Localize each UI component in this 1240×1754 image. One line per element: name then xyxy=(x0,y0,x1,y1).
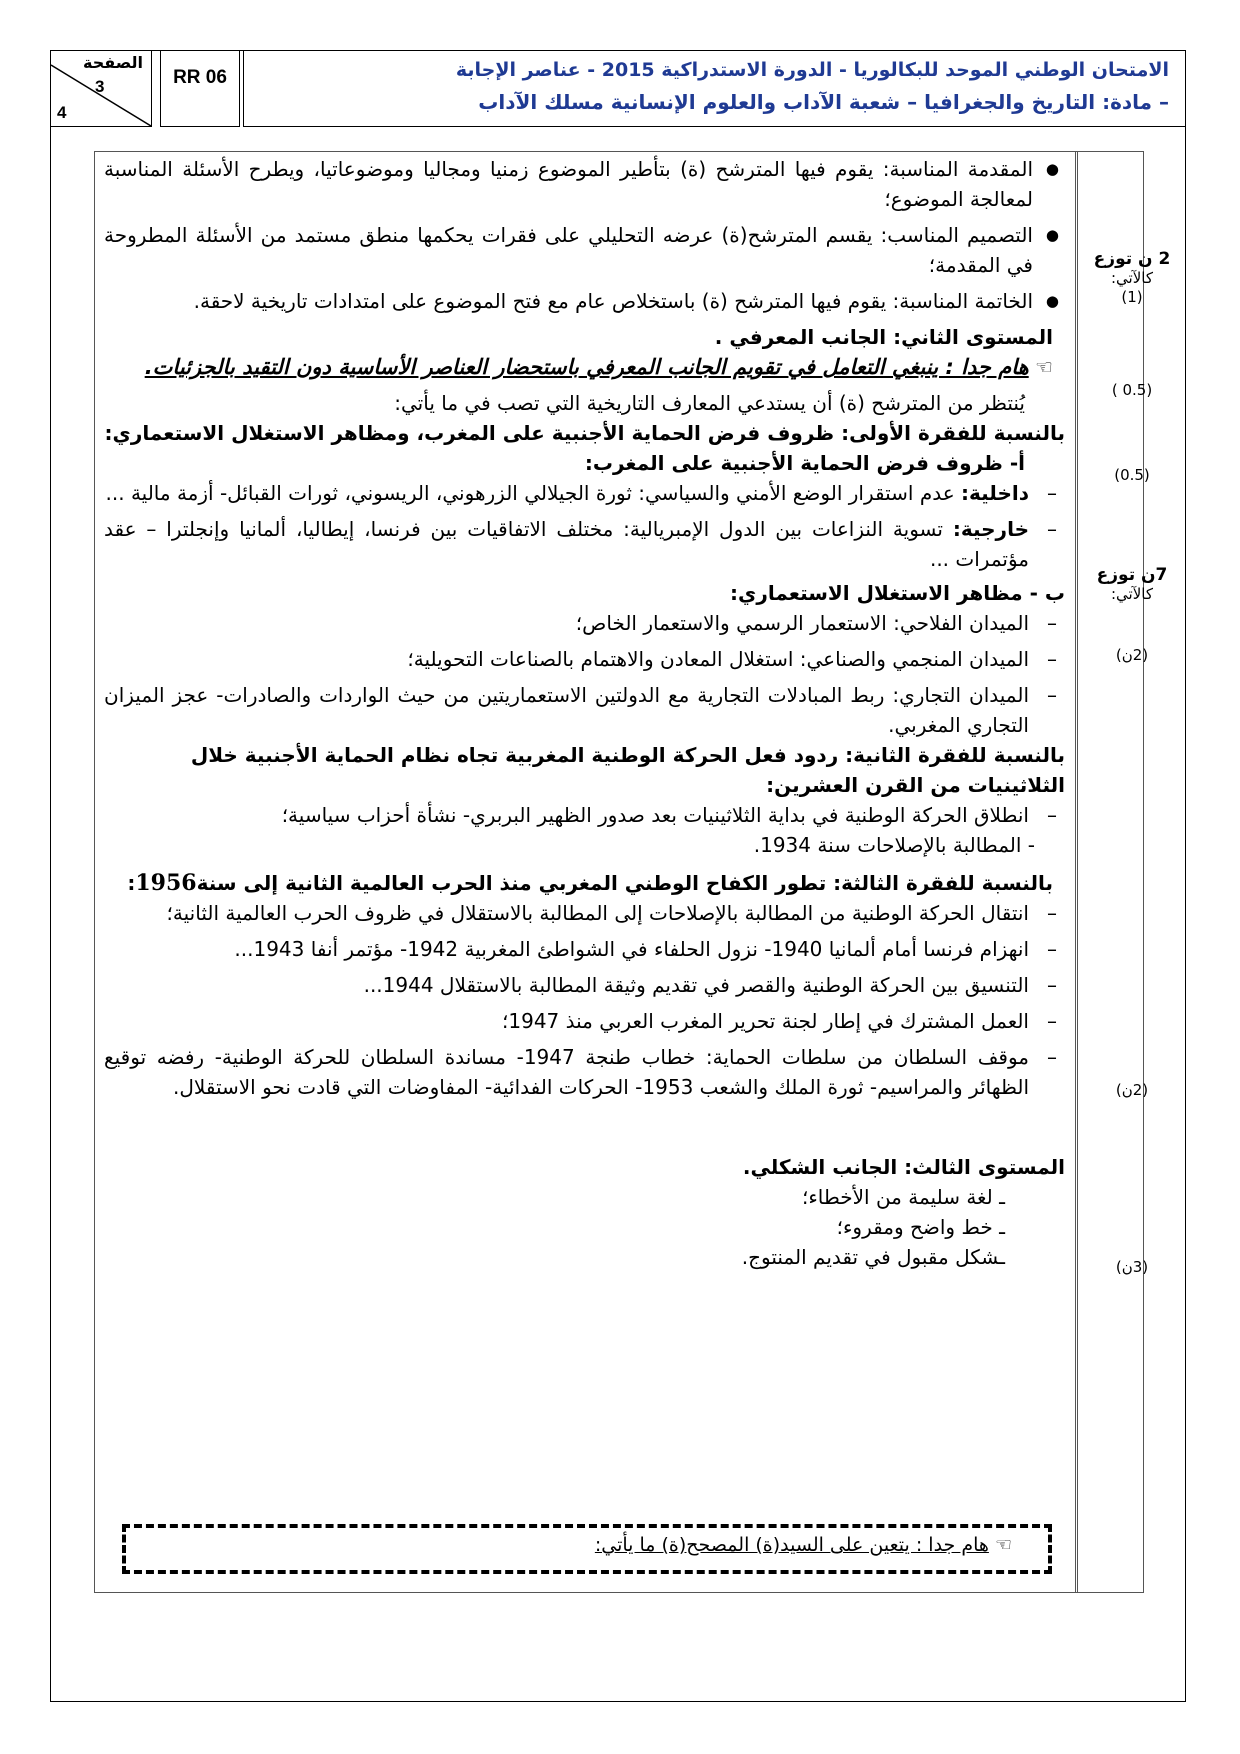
paragraph3-title xyxy=(104,868,1065,898)
margin-note-0-5-b: (0.5) xyxy=(1114,466,1150,484)
page-number-box xyxy=(50,50,152,127)
paragraph2-title: بالنسبة للفقرة الثانية: ردود فعل الحركة الوطنية المغربية تجاه نظام الحماية الأجنبية خلال الثلاثينيات من القرن العشرين: xyxy=(190,743,1065,797)
paragraph1-a-external xyxy=(104,514,1065,574)
paragraph1-a-title: أ- ظروف فرض الحماية الأجنبية على المغرب: xyxy=(584,451,1025,475)
page-total: 4 xyxy=(57,103,67,122)
margin-note-3: (3ن) xyxy=(1115,1258,1149,1276)
external-label: خارجية: xyxy=(952,517,1029,541)
pointing-hand-icon: ☜ xyxy=(1035,355,1053,379)
answer-content xyxy=(104,154,1065,1272)
paragraph3-item3: – التنسيق بين الحركة الوطنية والقصر في تقديم وثيقة المطالبة بالاستقلال 1944... xyxy=(104,970,1065,1000)
paragraph3-item4: – العمل المشترك في إطار لجنة تحرير المغرب العربي منذ 1947؛ xyxy=(104,1006,1065,1036)
level3-item2: ـ خط واضح ومقروء؛ xyxy=(836,1215,1005,1239)
margin-note-level1-sub: كالآتي: xyxy=(1111,269,1153,287)
paragraph1-title: بالنسبة للفقرة الأولى: ظروف فرض الحماية الأجنبية على المغرب، ومظاهر الاستغلال الاستعماري: xyxy=(104,421,1065,445)
paragraph1-b-title: ب - مظاهر الاستغلال الاستعماري: xyxy=(730,581,1065,605)
final-note-text: هام جدا : يتعين على السيد(ة) المصحح(ة) ما يأتي: xyxy=(594,1534,989,1556)
level2-expectation: يُنتظر من المترشح (ة) أن يستدعي المعارف التاريخية التي تصب في ما يأتي: xyxy=(394,391,1025,415)
paragraph2-item1: – انطلاق الحركة الوطنية في بداية الثلاثينيات بعد صدور الظهير البربري- نشأة أحزاب سياسية؛ xyxy=(104,800,1065,830)
page-label: الصفحة xyxy=(82,53,143,72)
margin-note-0-5-a: (0.5 ) xyxy=(1111,381,1153,399)
paragraph1-b-item1: – الميدان الفلاحي: الاستعمار الرسمي والاستعمار الخاص؛ xyxy=(104,608,1065,638)
exam-title xyxy=(243,50,1186,127)
margin-note-level2 xyxy=(1080,566,1184,604)
margin-note-2-b: (2ن) xyxy=(1115,1081,1149,1099)
level1-intro: ● المقدمة المناسبة: يقوم فيها المترشح (ة) بتأطير الموضوع زمنيا ومجاليا وموضوعاتيا، ويطرح الأسئلة المناسبة لمعالجة الموضوع؛ xyxy=(104,154,1065,214)
level3-item3: ـشكل مقبول في تقديم المنتوج. xyxy=(741,1245,1005,1269)
paragraph3-item5: – موقف السلطان من سلطات الحماية: خطاب طنجة 1947- مساندة السلطان للحركة الوطنية- رفضه توقيع الظهائر والمراسيم- ثورة الملك والشعب 1953- الحركات الفدائية- المفاوضات التي قادت نحو الاستقلال. xyxy=(104,1042,1065,1102)
internal-text: عدم استقرار الوضع الأمني والسياسي: ثورة الجيلالي الزرهوني، الريسوني، ثورات القبائل- أزمة مالية ... xyxy=(105,481,955,505)
table-column-divider xyxy=(1075,151,1078,1593)
level2-important-note xyxy=(104,352,1065,382)
external-text: تسوية النزاعات بين الدول الإمبريالية: مختلف الاتفاقيات بين فرنسا، إيطاليا، ألمانيا وإنجلترا – عقد مؤتمرات ... xyxy=(104,517,1029,571)
margin-note-level2-sub: كالآتي: xyxy=(1111,585,1153,603)
paragraph1-a-internal xyxy=(104,478,1065,508)
paragraph3-item1: – انتقال الحركة الوطنية من المطالبة بالإصلاحات إلى المطالبة بالاستقلال في ظروف الحرب العالمية الثانية؛ xyxy=(104,898,1065,928)
level2-important-text: هام جدا : ينبغي التعامل في تقويم الجانب المعرفي باستحضار العناصر الأساسية دون التقيد بالجزئيات. xyxy=(144,355,1029,379)
paragraph3-title-year: 1956 xyxy=(135,870,197,896)
exam-code: RR 06 xyxy=(160,50,240,127)
exam-title-line2: – مادة: التاريخ والجغرافيا – شعبة الآداب والعلوم الإنسانية مسلك الآداب xyxy=(478,90,1169,114)
paragraph1-b-item3: – الميدان التجاري: ربط المبادلات التجارية مع الدولتين الاستعماريتين من حيث الواردات والصادرات- عجز الميزان التجاري المغربي. xyxy=(104,680,1065,740)
margin-note-level1 xyxy=(1080,250,1184,307)
paragraph3-title-text: بالنسبة للفقرة الثالثة: تطور الكفاح الوطني المغربي منذ الحرب العالمية الثانية إلى سنة xyxy=(196,871,1053,895)
final-important-note xyxy=(122,1524,1052,1574)
page-current: 3 xyxy=(95,77,105,96)
level3-title: المستوى الثالث: الجانب الشكلي. xyxy=(742,1155,1065,1179)
margin-note-level1-value: (1) xyxy=(1121,288,1143,306)
margin-note-level1-main: 2 ن توزع xyxy=(1093,249,1171,269)
paragraph3-title-end: : xyxy=(127,871,136,895)
exam-title-line1: الامتحان الوطني الموحد للبكالوريا - الدورة الاستدراكية 2015 - عناصر الإجابة xyxy=(455,59,1169,81)
level1-plan: ● التصميم المناسب: يقسم المترشح(ة) عرضه التحليلي على فقرات يحكمها منطق مستمد من الأسئلة المطروحة في المقدمة؛ xyxy=(104,220,1065,280)
paragraph3-item2: – انهزام فرنسا أمام ألمانيا 1940- نزول الحلفاء في الشواطئ المغربية 1942- مؤتمر أنفا 1943... xyxy=(104,934,1065,964)
margin-note-2-a: (2ن) xyxy=(1115,646,1149,664)
paragraph1-b-item2: – الميدان المنجمي والصناعي: استغلال المعادن والاهتمام بالصناعات التحويلية؛ xyxy=(104,644,1065,674)
paragraph2-item2: - المطالبة بالإصلاحات سنة 1934. xyxy=(753,833,1035,857)
level3-item1: ـ لغة سليمة من الأخطاء؛ xyxy=(802,1185,1005,1209)
level2-title: المستوى الثاني: الجانب المعرفي . xyxy=(714,325,1053,349)
internal-label: داخلية: xyxy=(961,481,1029,505)
margin-note-level2-main: 7ن توزع xyxy=(1096,565,1168,585)
level1-conclusion: ● الخاتمة المناسبة: يقوم فيها المترشح (ة) باستخلاص عام مع فتح الموضوع على امتدادات تاريخية لاحقة. xyxy=(104,286,1065,316)
pointing-hand-icon: ☜ xyxy=(994,1534,1012,1556)
